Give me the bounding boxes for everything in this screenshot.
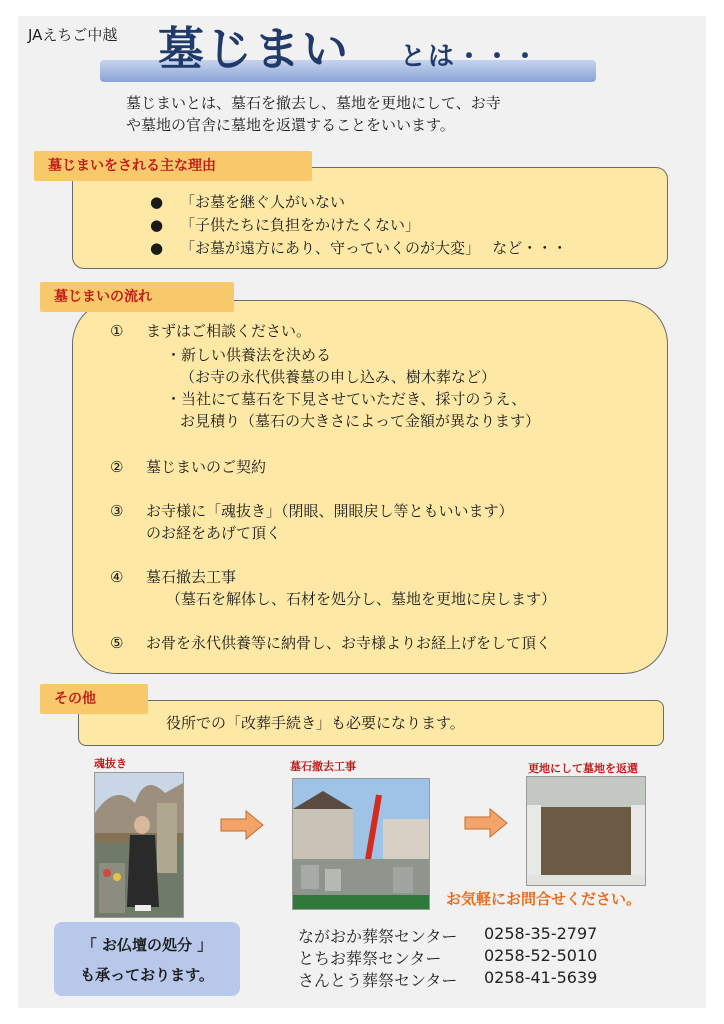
empty-lot-photo-icon bbox=[526, 776, 646, 886]
flow-heading: 墓じまいの流れ bbox=[40, 282, 234, 312]
contact-row bbox=[298, 968, 598, 991]
reason-item: ● 「お墓が遠方にあり、守っていくのが大変」 など・・・ bbox=[150, 239, 568, 257]
page-title-suffix: とは・・・ bbox=[400, 42, 541, 72]
bullet-icon: ● bbox=[150, 239, 164, 257]
step-text: （墓石を解体し、石材を処分し、墓地を更地に戻します） bbox=[166, 590, 557, 608]
crane-photo-icon bbox=[292, 778, 430, 910]
contact-row bbox=[298, 946, 598, 969]
step-text: 墓じまいのご契約 bbox=[146, 458, 267, 476]
step-number: ⑤ bbox=[110, 634, 124, 652]
intro-text bbox=[126, 92, 606, 136]
step-text: ・当社にて墓石を下見させていただき、採寸のうえ、 bbox=[166, 390, 527, 408]
organization-name: JAえちご中越 bbox=[28, 26, 118, 44]
step-text: （お寺の永代供養墓の申し込み、樹木葬など） bbox=[180, 368, 496, 386]
butsudan-line-1: 「 お仏壇の処分 」 bbox=[81, 936, 213, 954]
photo-caption: 墓石撤去工事 bbox=[290, 760, 356, 773]
contact-lead-text: お気軽にお問合せください。 bbox=[446, 890, 642, 908]
photo-caption: 魂抜き bbox=[94, 757, 127, 770]
reason-item: ● 「子供たちに負担をかけたくない」 bbox=[150, 216, 421, 234]
center-name: とちお葬祭センター bbox=[298, 949, 442, 968]
center-name: ながおか葬祭センター bbox=[298, 927, 458, 946]
step-text: のお経をあげて頂く bbox=[146, 524, 282, 542]
butsudan-line-2: も承っております。 bbox=[80, 966, 214, 984]
step-text: お骨を永代供養等に納骨し、お寺様よりお経上げをして頂く bbox=[146, 634, 552, 652]
other-text: 役所での「改葬手続き」も必要になります。 bbox=[166, 714, 465, 732]
intro-line-1: 墓じまいとは、墓石を撤去し、墓地を更地にして、お寺 bbox=[126, 94, 501, 112]
step-text: ・新しい供養法を決める bbox=[166, 346, 332, 364]
step-number: ② bbox=[110, 458, 124, 476]
monk-photo-icon bbox=[94, 772, 184, 918]
bullet-icon: ● bbox=[150, 193, 164, 211]
phone-number[interactable]: 0258-41-5639 bbox=[484, 968, 598, 987]
step-text: 墓石撤去工事 bbox=[146, 568, 237, 586]
arrow-right-icon bbox=[220, 810, 264, 840]
bullet-icon: ● bbox=[150, 216, 164, 234]
flow-box bbox=[72, 300, 668, 674]
step-number: ① bbox=[110, 322, 124, 340]
arrow-right-icon bbox=[464, 808, 508, 838]
reason-item: ● 「お墓を継ぐ人がいない bbox=[150, 193, 346, 211]
reasons-heading: 墓じまいをされる主な理由 bbox=[34, 151, 312, 181]
contact-row bbox=[298, 924, 598, 947]
phone-number[interactable]: 0258-35-2797 bbox=[484, 924, 598, 943]
step-text: まずはご相談ください。 bbox=[146, 322, 312, 340]
intro-line-2: や墓地の官舎に墓地を返還することをいいます。 bbox=[126, 116, 455, 134]
page-title: 墓じまい bbox=[158, 22, 350, 76]
step-number: ③ bbox=[110, 502, 124, 520]
other-heading: その他 bbox=[40, 684, 148, 714]
step-number: ④ bbox=[110, 568, 124, 586]
photo-caption: 更地にして墓地を返還 bbox=[528, 762, 638, 775]
phone-number[interactable]: 0258-52-5010 bbox=[484, 946, 598, 965]
center-name: さんとう葬祭センター bbox=[298, 971, 458, 990]
step-text: お見積り（墓石の大きさによって金額が異なります） bbox=[180, 412, 541, 430]
butsudan-notice bbox=[54, 922, 240, 996]
step-text: お寺様に「魂抜き」（閉眼、開眼戻し等ともいいます） bbox=[146, 502, 514, 520]
